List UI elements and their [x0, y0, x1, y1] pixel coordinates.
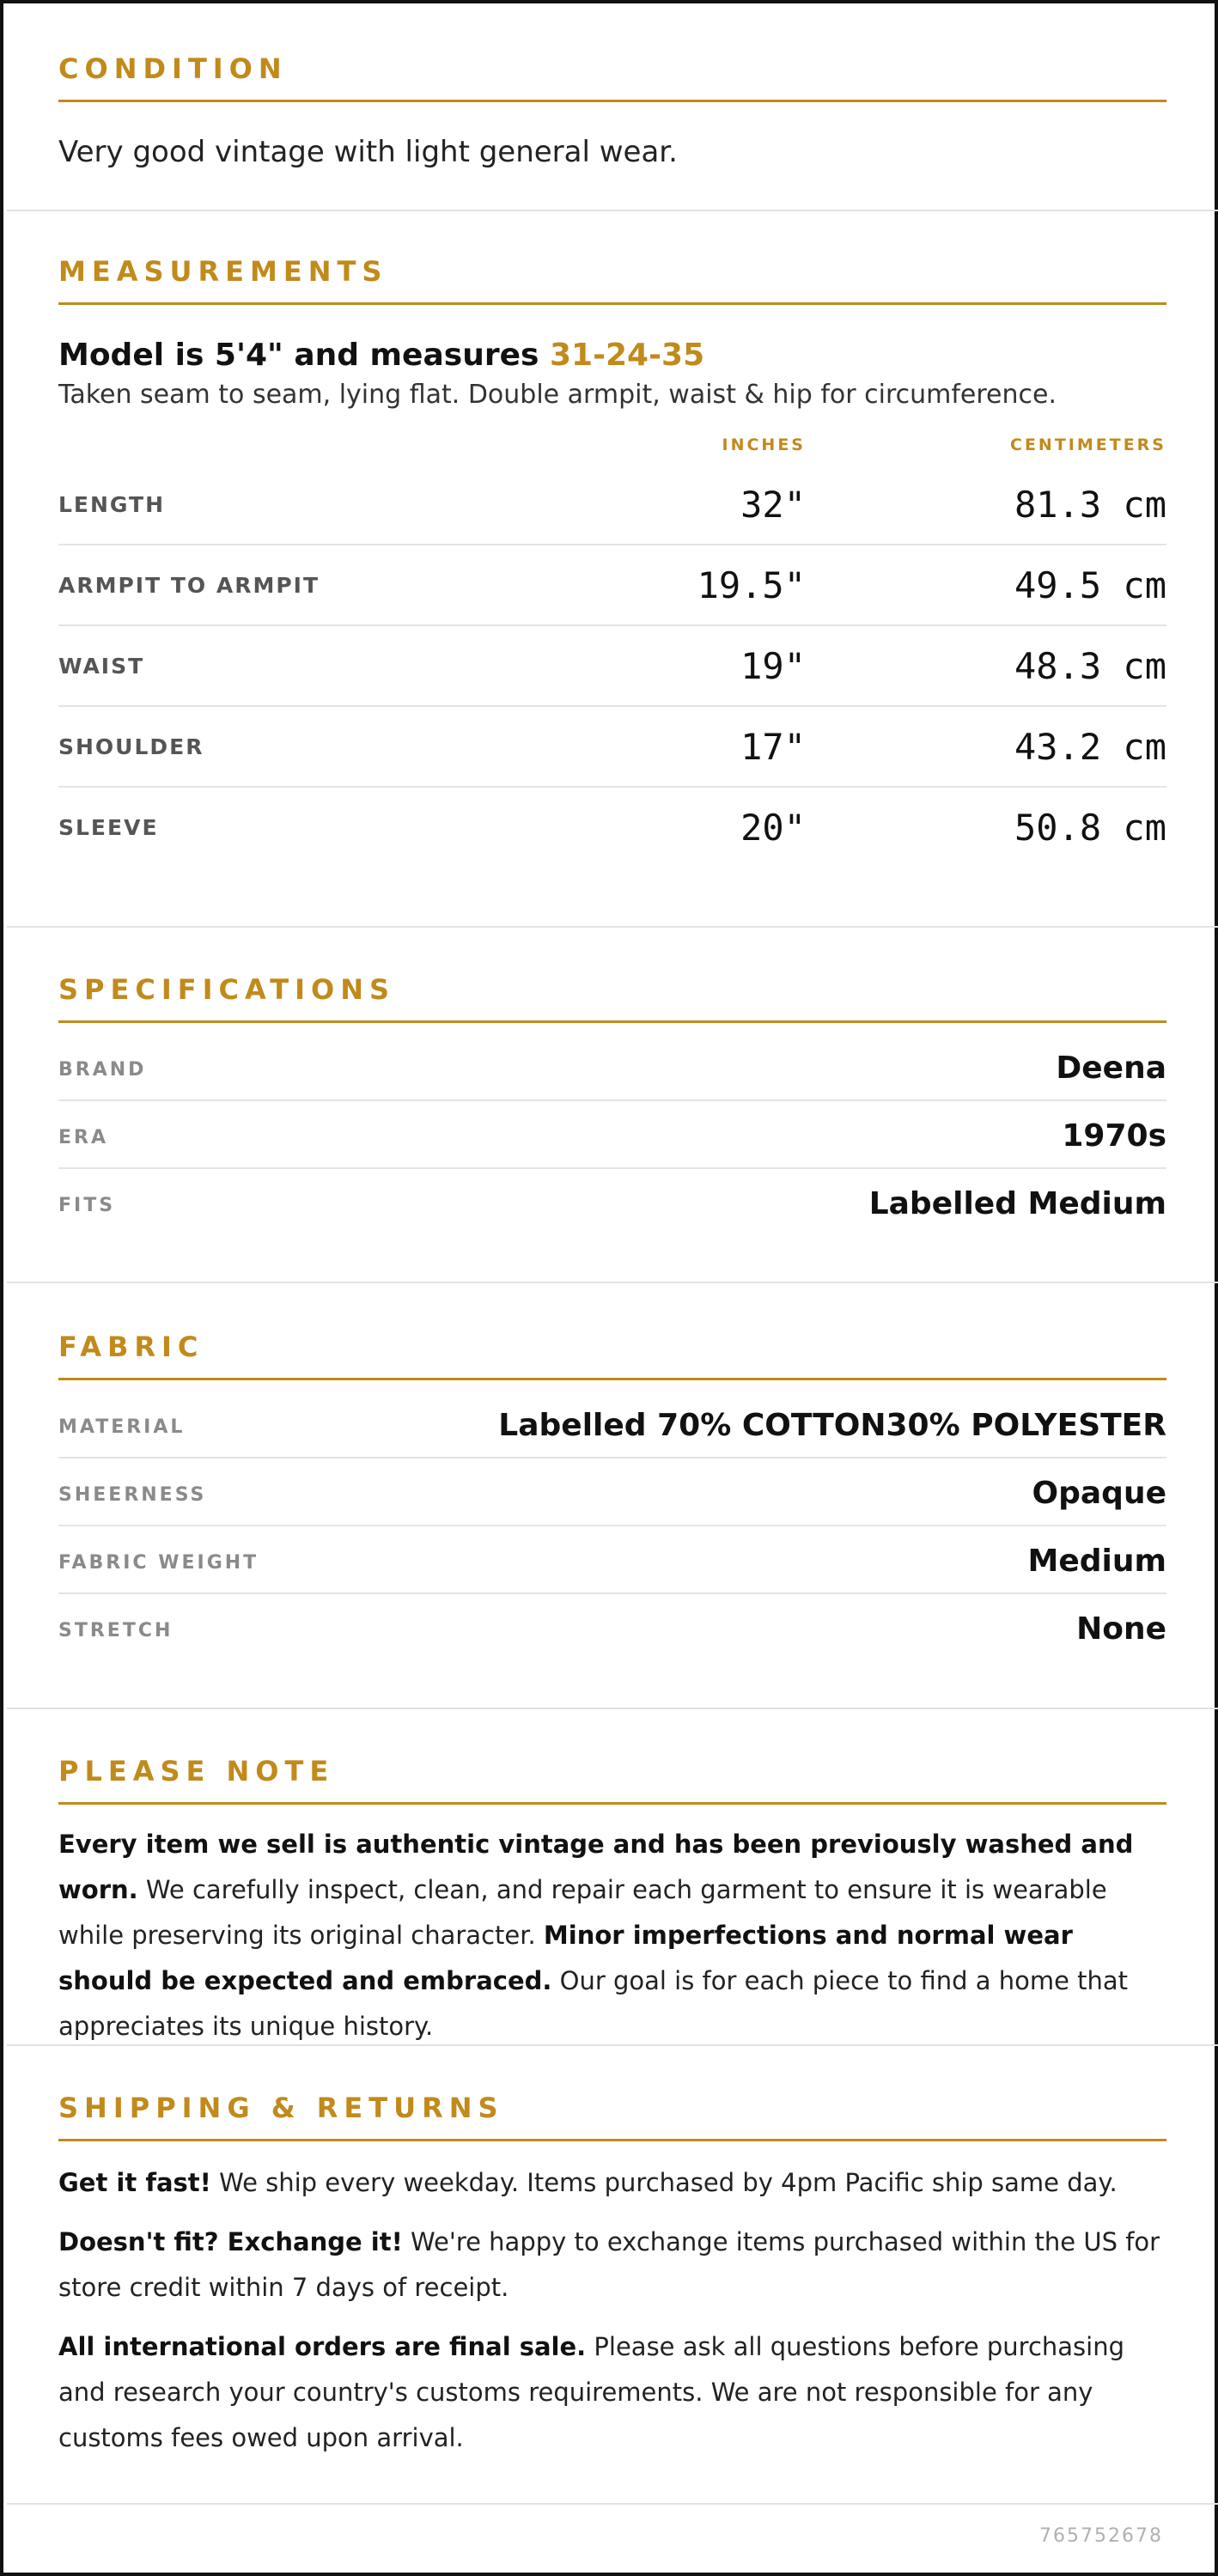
measurement-label: WAIST — [58, 654, 145, 679]
model-prefix: Model is 5'4" and measures — [58, 338, 550, 373]
measurement-cm: 50.8 cm — [1014, 807, 1166, 849]
spec-value: 1970s — [1062, 1118, 1166, 1154]
spec-row — [58, 1101, 1166, 1169]
measurement-note: Taken seam to seam, lying flat. Double armpit, waist & hip for circumference. — [58, 380, 1057, 410]
sku-number: 765752678 — [1039, 2525, 1163, 2547]
shipping-paragraph — [58, 2160, 1166, 2206]
international-paragraph — [58, 2324, 1166, 2461]
measurement-row — [58, 626, 1166, 707]
specifications-section — [58, 971, 1166, 1237]
shipping-bold: Get it fast! — [58, 2168, 211, 2197]
section-divider — [7, 1708, 1218, 1709]
spec-label: BRAND — [58, 1059, 147, 1081]
measurements-heading: MEASUREMENTS — [58, 255, 388, 288]
fabric-value: None — [1076, 1611, 1166, 1647]
measurements-rule — [58, 302, 1166, 305]
measurement-row — [58, 465, 1166, 545]
section-divider — [7, 926, 1218, 928]
measurement-inches: 17" — [740, 726, 806, 768]
condition-rule — [58, 100, 1166, 102]
please-note-section — [58, 1752, 1166, 2049]
measurement-inches: 32" — [740, 484, 806, 526]
section-divider — [7, 1282, 1218, 1283]
fabric-label: MATERIAL — [58, 1416, 186, 1438]
measurement-label: SHOULDER — [58, 734, 204, 759]
measurement-label: ARMPIT TO ARMPIT — [58, 573, 320, 598]
spec-value: Labelled Medium — [868, 1186, 1166, 1221]
measurement-row — [58, 707, 1166, 788]
fabric-value: Labelled 70% COTTON30% POLYESTER — [498, 1408, 1166, 1443]
measurement-cm: 43.2 cm — [1014, 726, 1166, 768]
shipping-heading: SHIPPING & RETURNS — [58, 2092, 504, 2124]
condition-section — [58, 50, 1166, 169]
measurement-cm: 81.3 cm — [1014, 484, 1166, 526]
exchange-bold: Doesn't fit? Exchange it! — [58, 2227, 403, 2256]
measurements-section — [58, 253, 1166, 868]
measurement-label: SLEEVE — [58, 815, 159, 840]
please-note-rule — [58, 1802, 1166, 1805]
measurement-label: LENGTH — [58, 492, 165, 517]
fabric-label: STRETCH — [58, 1620, 174, 1641]
fabric-value: Opaque — [1032, 1476, 1166, 1511]
measurement-inches: 19.5" — [697, 564, 806, 606]
please-note-text-2: Our goal is for each piece to find a home that appreciates its unique history. — [58, 1966, 1129, 2041]
measurement-row — [58, 788, 1166, 868]
spec-row — [58, 1033, 1166, 1101]
condition-text: Very good vintage with light general wear. — [58, 135, 678, 169]
specifications-heading: SPECIFICATIONS — [58, 973, 396, 1006]
section-divider — [7, 2044, 1218, 2046]
fabric-value: Medium — [1027, 1544, 1166, 1579]
shipping-rule — [58, 2139, 1166, 2141]
measurement-inches: 20" — [740, 807, 806, 849]
measurements-table — [58, 427, 1166, 868]
section-divider — [7, 2503, 1218, 2505]
please-note-bold-2: Minor imperfections and normal wear should be expected and embraced. — [58, 1921, 1073, 1995]
col-inches-header: INCHES — [722, 435, 806, 454]
please-note-text — [58, 1822, 1166, 2049]
specifications-rule — [58, 1020, 1166, 1023]
fabric-heading: FABRIC — [58, 1331, 204, 1363]
specifications-list — [58, 1033, 1166, 1237]
measurement-cm: 48.3 cm — [1014, 645, 1166, 687]
international-bold: All international orders are final sale. — [58, 2332, 587, 2361]
shipping-text: We ship every weekday. Items purchased by 4pm Pacific ship same day. — [210, 2168, 1118, 2197]
model-measures-value: 31-24-35 — [549, 338, 705, 373]
fabric-label: SHEERNESS — [58, 1484, 207, 1506]
condition-heading: CONDITION — [58, 52, 288, 85]
spec-label: ERA — [58, 1127, 108, 1148]
fabric-rule — [58, 1378, 1166, 1380]
fabric-label: FABRIC WEIGHT — [58, 1552, 259, 1574]
measurements-table-header — [58, 427, 1166, 465]
measurement-row — [58, 545, 1166, 626]
section-divider — [7, 210, 1218, 211]
spec-label: FITS — [58, 1195, 116, 1216]
exchange-text: We're happy to exchange items purchased within the US for store credit within 7 days of receipt. — [58, 2227, 1160, 2302]
please-note-text-1: We carefully inspect, clean, and repair each garment to ensure it is wearable while preserving its original character. — [58, 1875, 1107, 1950]
col-cm-header: CENTIMETERS — [1010, 435, 1166, 454]
fabric-list — [58, 1391, 1166, 1662]
exchange-paragraph — [58, 2220, 1166, 2311]
international-text: Please ask all questions before purchasing and research your country's customs requirements. We are not responsible for any customs fees owed upon arrival. — [58, 2332, 1125, 2452]
please-note-heading: PLEASE NOTE — [58, 1755, 335, 1787]
fabric-row — [58, 1526, 1166, 1594]
fabric-row — [58, 1594, 1166, 1662]
please-note-bold-1: Every item we sell is authentic vintage and has been previously washed and worn. — [58, 1830, 1134, 1904]
spec-row — [58, 1169, 1166, 1237]
shipping-section — [58, 2089, 1166, 2475]
measurement-inches: 19" — [740, 645, 806, 687]
spec-value: Deena — [1056, 1050, 1166, 1086]
model-measures-line — [58, 338, 1166, 373]
fabric-section — [58, 1328, 1166, 1662]
fabric-row — [58, 1459, 1166, 1526]
measurement-cm: 49.5 cm — [1014, 564, 1166, 606]
fabric-row — [58, 1391, 1166, 1459]
